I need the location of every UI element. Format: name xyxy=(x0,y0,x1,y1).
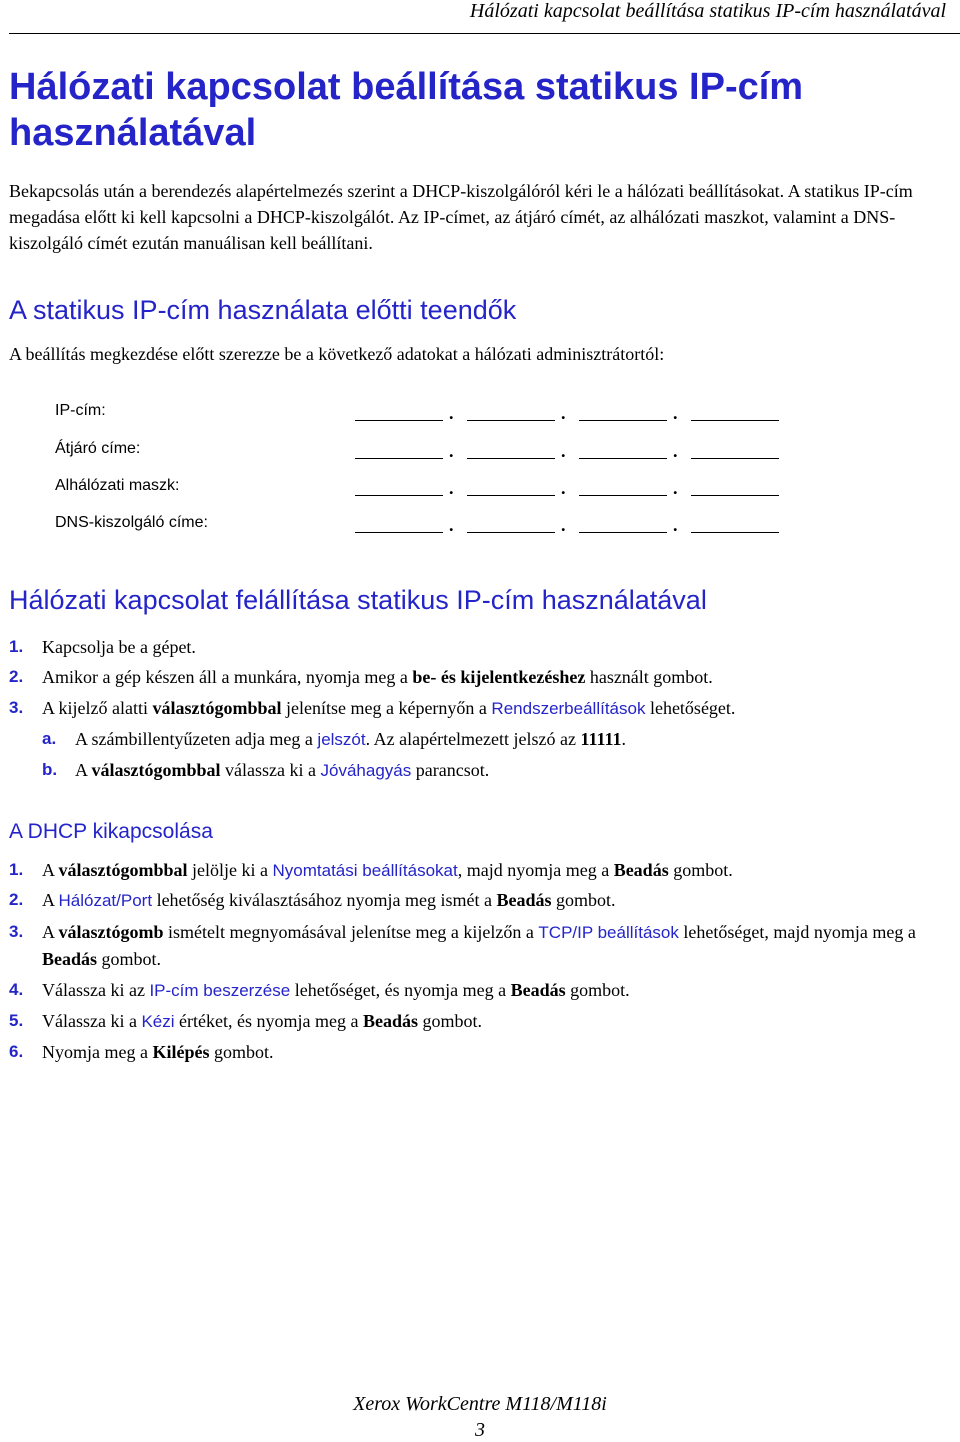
field-label: Átjáró címe: xyxy=(55,440,141,457)
plain-text: gombot. xyxy=(668,860,733,880)
ui-keyword: jelszót xyxy=(317,730,366,749)
plain-text: gombot. xyxy=(551,890,616,910)
plain-text: Válassza ki a xyxy=(42,1011,142,1031)
blank-line xyxy=(579,495,667,496)
blank-line xyxy=(691,532,779,533)
step-text xyxy=(42,1039,947,1065)
blank-line xyxy=(691,458,779,459)
field-label: DNS-kiszolgáló címe: xyxy=(55,514,208,531)
octet-separator: . xyxy=(449,478,454,498)
step-text xyxy=(75,726,947,753)
emphasis-text: 11111 xyxy=(580,729,622,749)
step-number: 1. xyxy=(9,637,24,656)
section-heading-setup: Hálózati kapcsolat felállítása statikus IP-cím használatával xyxy=(9,585,707,615)
plain-text: lehetőséget, és nyomja meg a xyxy=(290,980,511,1000)
plain-text: Amikor a gép készen áll a munkára, nyomja meg a xyxy=(42,667,413,687)
step-text xyxy=(42,634,947,660)
ui-keyword: Rendszerbeállítások xyxy=(491,699,646,718)
step-number: a. xyxy=(42,729,57,748)
plain-text: Válassza ki az xyxy=(42,980,150,1000)
plain-text: értéket, és nyomja meg a xyxy=(174,1011,363,1031)
step-text xyxy=(75,757,947,784)
octet-separator: . xyxy=(561,515,566,535)
blank-line xyxy=(467,420,555,421)
plain-text: A számbillentyűzeten adja meg a xyxy=(75,729,318,749)
plain-text: . Az alapértelmezett jelszó az xyxy=(365,729,581,749)
blank-line xyxy=(467,532,555,533)
prerequisites-lead: A beállítás megkezdése előtt szerezze be a következő adatokat a hálózati adminisztrátortól: xyxy=(9,344,665,364)
blank-line xyxy=(355,420,443,421)
step-number: 2. xyxy=(9,667,24,686)
octet-separator: . xyxy=(673,403,678,423)
section-heading-prerequisites: A statikus IP-cím használata előtti teendők xyxy=(9,295,517,325)
blank-line xyxy=(579,420,667,421)
intro-sentence-2: Az IP-címet, az átjáró címét, az alhálózati maszkot, valamint a DNS-kiszolgáló címét ezután manuálisan kell beállítani. xyxy=(9,207,896,253)
octet-separator: . xyxy=(673,515,678,535)
step-number: 2. xyxy=(9,890,24,909)
emphasis-text: Beadás xyxy=(42,949,98,969)
emphasis-text: Beadás xyxy=(613,860,669,880)
emphasis-text: Beadás xyxy=(510,980,566,1000)
blank-line xyxy=(579,532,667,533)
intro-paragraph xyxy=(9,178,954,256)
plain-text: A xyxy=(42,922,59,942)
ui-keyword: Hálózat/Port xyxy=(58,891,153,910)
ui-keyword: Nyomtatási beállításokat xyxy=(272,861,458,880)
plain-text: jelenítse meg a képernyőn a xyxy=(281,698,492,718)
page-title: Hálózati kapcsolat beállítása statikus IP-cím használatával xyxy=(9,66,804,154)
plain-text: A kijelző alatti xyxy=(42,698,153,718)
blank-line xyxy=(355,532,443,533)
plain-text: gombot. xyxy=(209,1042,274,1062)
step-number: 3. xyxy=(9,922,24,941)
header-rule xyxy=(9,33,960,34)
ui-keyword: TCP/IP beállítások xyxy=(538,923,679,942)
octet-separator: . xyxy=(449,403,454,423)
blank-line xyxy=(355,495,443,496)
step-text xyxy=(42,887,947,914)
step-text xyxy=(42,977,947,1004)
step-text xyxy=(42,1008,947,1035)
blank-line xyxy=(691,420,779,421)
plain-text: A xyxy=(75,760,92,780)
emphasis-text: Kilépés xyxy=(152,1042,210,1062)
step-number: 5. xyxy=(9,1011,24,1030)
intro-sentence-1: Bekapcsolás után a berendezés alapértelmezés szerint a DHCP-kiszolgálóról kéri le a hálózati beállításokat. A statikus IP-cím megadása előtt ki kell kapcsolni a DHCP-kiszolgálót. xyxy=(9,181,913,227)
octet-separator: . xyxy=(449,441,454,461)
step-text xyxy=(42,857,947,884)
plain-text: válassza ki a xyxy=(220,760,321,780)
octet-separator: . xyxy=(673,478,678,498)
plain-text: . xyxy=(621,729,627,749)
plain-text: Nyomja meg a xyxy=(42,1042,153,1062)
step-number: 1. xyxy=(9,860,24,879)
emphasis-text: választógombbal xyxy=(152,698,282,718)
octet-separator: . xyxy=(673,441,678,461)
step-number: 4. xyxy=(9,980,24,999)
plain-text: lehetőséget, majd nyomja meg a xyxy=(678,922,916,942)
subnet-mask-field-row xyxy=(55,477,815,501)
plain-text: jelölje ki a xyxy=(187,860,273,880)
step-text xyxy=(42,919,947,972)
page-number: 3 xyxy=(475,1419,485,1441)
ip-address-field-row xyxy=(55,402,815,426)
emphasis-text: Beadás xyxy=(362,1011,418,1031)
plain-text: A xyxy=(42,860,59,880)
blank-line xyxy=(467,495,555,496)
plain-text: lehetőség kiválasztásához nyomja meg ismét a xyxy=(152,890,497,910)
plain-text: gombot. xyxy=(565,980,630,1000)
dns-server-field-row xyxy=(55,514,815,538)
plain-text: lehetőséget. xyxy=(645,698,736,718)
blank-line xyxy=(355,458,443,459)
plain-text: gombot. xyxy=(97,949,162,969)
emphasis-text: be- és kijelentkezéshez xyxy=(412,667,586,687)
ui-keyword: Jóváhagyás xyxy=(320,761,412,780)
step-number: 3. xyxy=(9,698,24,717)
emphasis-text: választógombbal xyxy=(58,860,188,880)
plain-text: Kapcsolja be a gépet. xyxy=(42,637,196,657)
plain-text: gombot. xyxy=(418,1011,483,1031)
octet-separator: . xyxy=(561,478,566,498)
field-label: Alhálózati maszk: xyxy=(55,477,180,494)
section-heading-dhcp-off: A DHCP kikapcsolása xyxy=(9,820,213,843)
plain-text: A xyxy=(42,890,59,910)
plain-text: használt gombot. xyxy=(585,667,713,687)
running-header: Hálózati kapcsolat beállítása statikus IP-cím használatával xyxy=(469,0,946,22)
footer-product: Xerox WorkCentre M118/M118i xyxy=(353,1393,607,1415)
ui-keyword: Kézi xyxy=(141,1012,175,1031)
ui-keyword: IP-cím beszerzése xyxy=(149,981,291,1000)
plain-text: , majd nyomja meg a xyxy=(457,860,614,880)
emphasis-text: Beadás xyxy=(496,890,552,910)
field-label: IP-cím: xyxy=(55,402,106,419)
octet-separator: . xyxy=(449,515,454,535)
gateway-field-row xyxy=(55,440,815,464)
plain-text: ismételt megnyomásával jelenítse meg a kijelzőn a xyxy=(163,922,539,942)
step-number: b. xyxy=(42,760,58,779)
step-number: 6. xyxy=(9,1042,24,1061)
blank-line xyxy=(579,458,667,459)
emphasis-text: választógomb xyxy=(58,922,164,942)
octet-separator: . xyxy=(561,403,566,423)
blank-line xyxy=(467,458,555,459)
step-text xyxy=(42,695,947,722)
step-text xyxy=(42,664,947,690)
octet-separator: . xyxy=(561,441,566,461)
plain-text: parancsot. xyxy=(411,760,490,780)
emphasis-text: választógombbal xyxy=(91,760,221,780)
blank-line xyxy=(691,495,779,496)
